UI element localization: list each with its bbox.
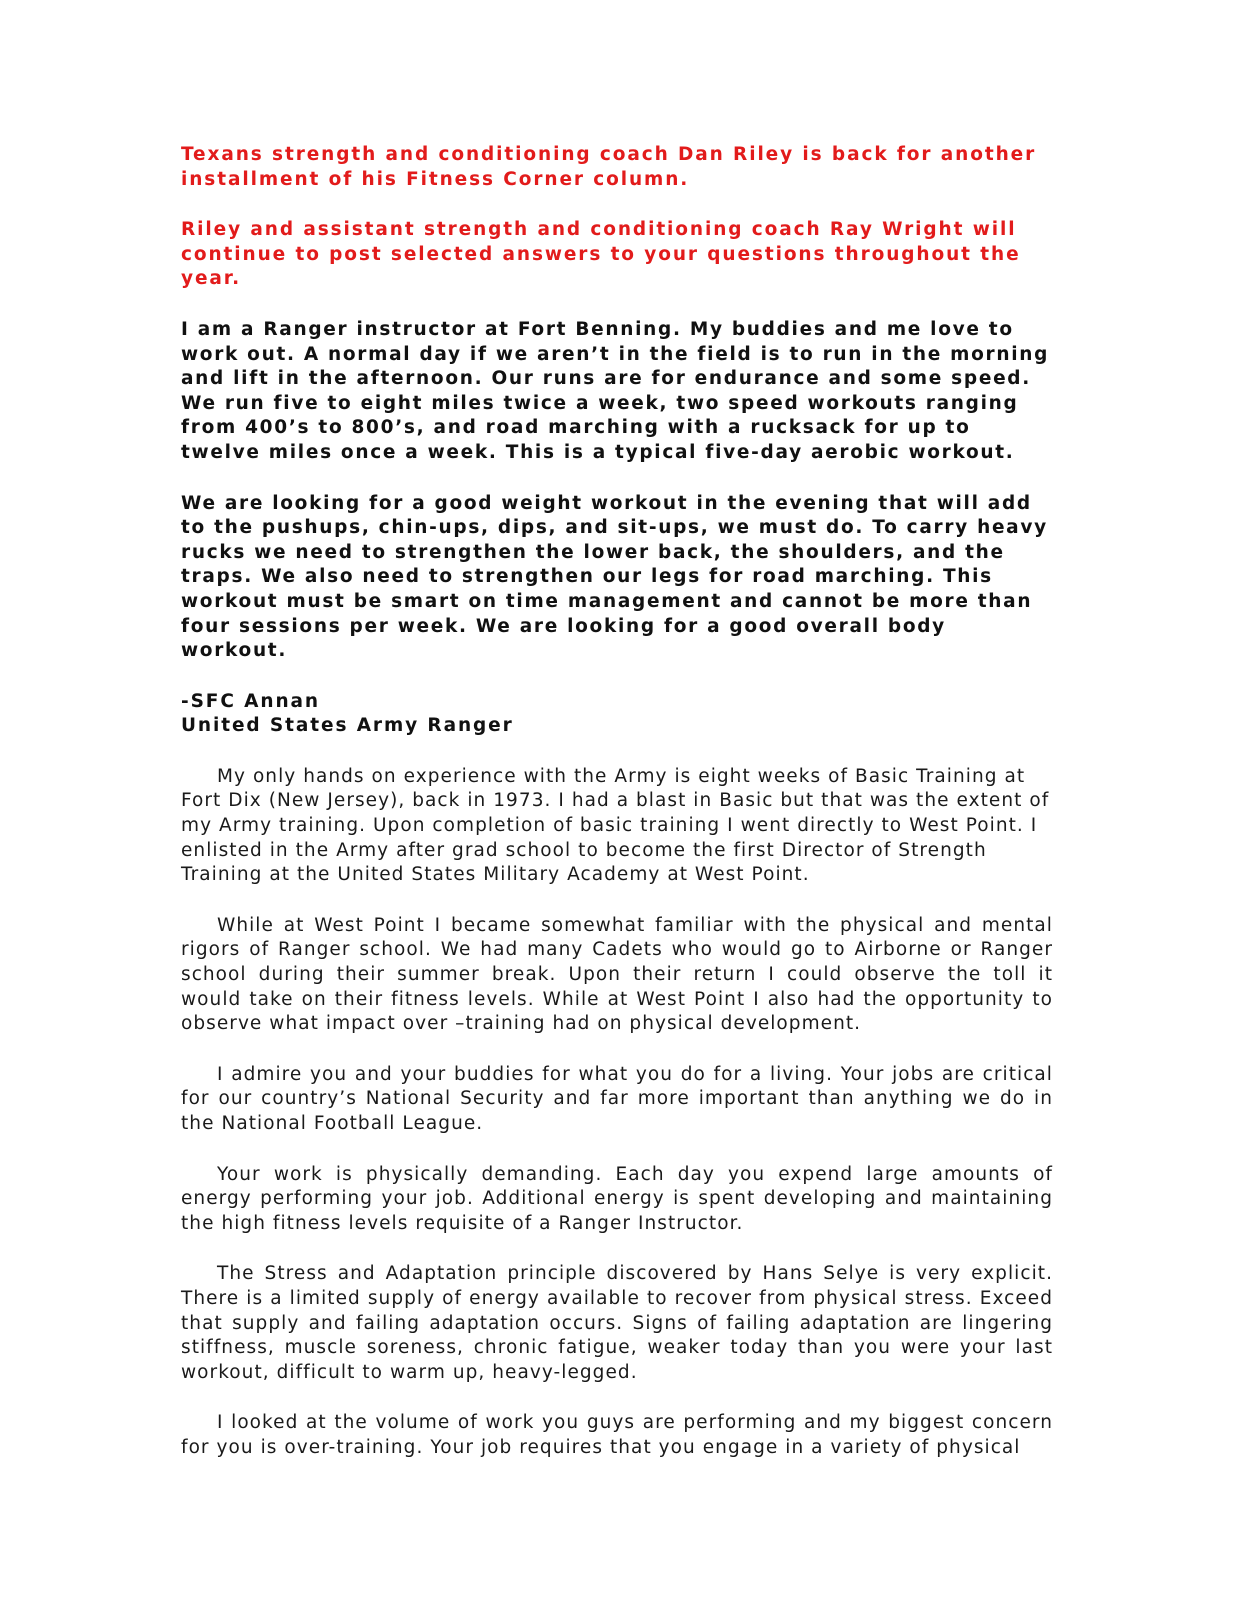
signature-title: United States Army Ranger bbox=[181, 715, 514, 737]
answer-paragraph: While at West Point I became somewhat familiar with the physical and mental rigors of Ranger school. We had many Cadets who would go to Airborne or Ranger school during their summer break. Upon their return I could observe the toll it would take on their fitness levels. While at West Point I also had the opportunity to observe what impact over –training had on physical development. bbox=[181, 914, 1053, 1035]
answer-paragraph: I looked at the volume of work you guys are performing and my biggest concern for you is over-training. Your job requires that you engage in a variety of physical bbox=[181, 1412, 1053, 1458]
answer-paragraph: I admire you and your buddies for what you do for a living. Your jobs are critical for our country’s National Security and far more important than anything we do in the National Football League. bbox=[181, 1063, 1053, 1134]
answer-paragraph: The Stress and Adaptation principle discovered by Hans Selye is very explicit. There is a limited supply of energy available to recover from physical stress. Exceed that supply and failing adaptation occurs. Signs of failing adaptation are lingering stiffness, muscle soreness, chronic fatigue, weaker today than you were your last workout, difficult to warm up, heavy-legged. bbox=[181, 1263, 1053, 1383]
article-body bbox=[181, 143, 1053, 1487]
reader-question-paragraph: We are looking for a good weight workout in the evening that will add to the pushups, chin-ups, dips, and sit-ups, we must do. To carry heavy rucks we need to strengthen the lower back, the shoulders, and the traps. We also need to strengthen our legs for road marching. This workout must be smart on time management and cannot be more than four sessions per week. We are looking for a good overall body workout. bbox=[181, 492, 1048, 662]
answer-paragraph: Your work is physically demanding. Each day you expend large amounts of energy performing your job. Additional energy is spent developing and maintaining the high fitness levels requisite of a Ranger Instructor. bbox=[181, 1163, 1053, 1234]
answer-paragraph: My only hands on experience with the Army is eight weeks of Basic Training at Fort Dix (New Jersey), back in 1973. I had a blast in Basic but that was the extent of my Army training. Upon completion of basic training I went directly to West Point. I enlisted in the Army after grad school to become the first Director of Strength Training at the United States Military Academy at West Point. bbox=[181, 765, 1050, 886]
intro-paragraph: Riley and assistant strength and conditioning coach Ray Wright will continue to post selected answers to your questions throughout the year. bbox=[181, 219, 1021, 290]
question-signature bbox=[181, 690, 1053, 739]
reader-question-paragraph: I am a Ranger instructor at Fort Benning. My buddies and me love to work out. A normal day if we aren’t in the field is to run in the morning and lift in the afternoon. Our runs are for endurance and some speed. We run five to eight miles twice a week, two speed workouts ranging from 400’s to 800’s, and road marching with a rucksack for up to twelve miles once a week. This is a typical five-day aerobic workout. bbox=[181, 318, 1050, 463]
intro-paragraph: Texans strength and conditioning coach Dan Riley is back for another installment of his Fitness Corner column. bbox=[181, 144, 1037, 190]
signature-name: -SFC Annan bbox=[181, 690, 320, 712]
